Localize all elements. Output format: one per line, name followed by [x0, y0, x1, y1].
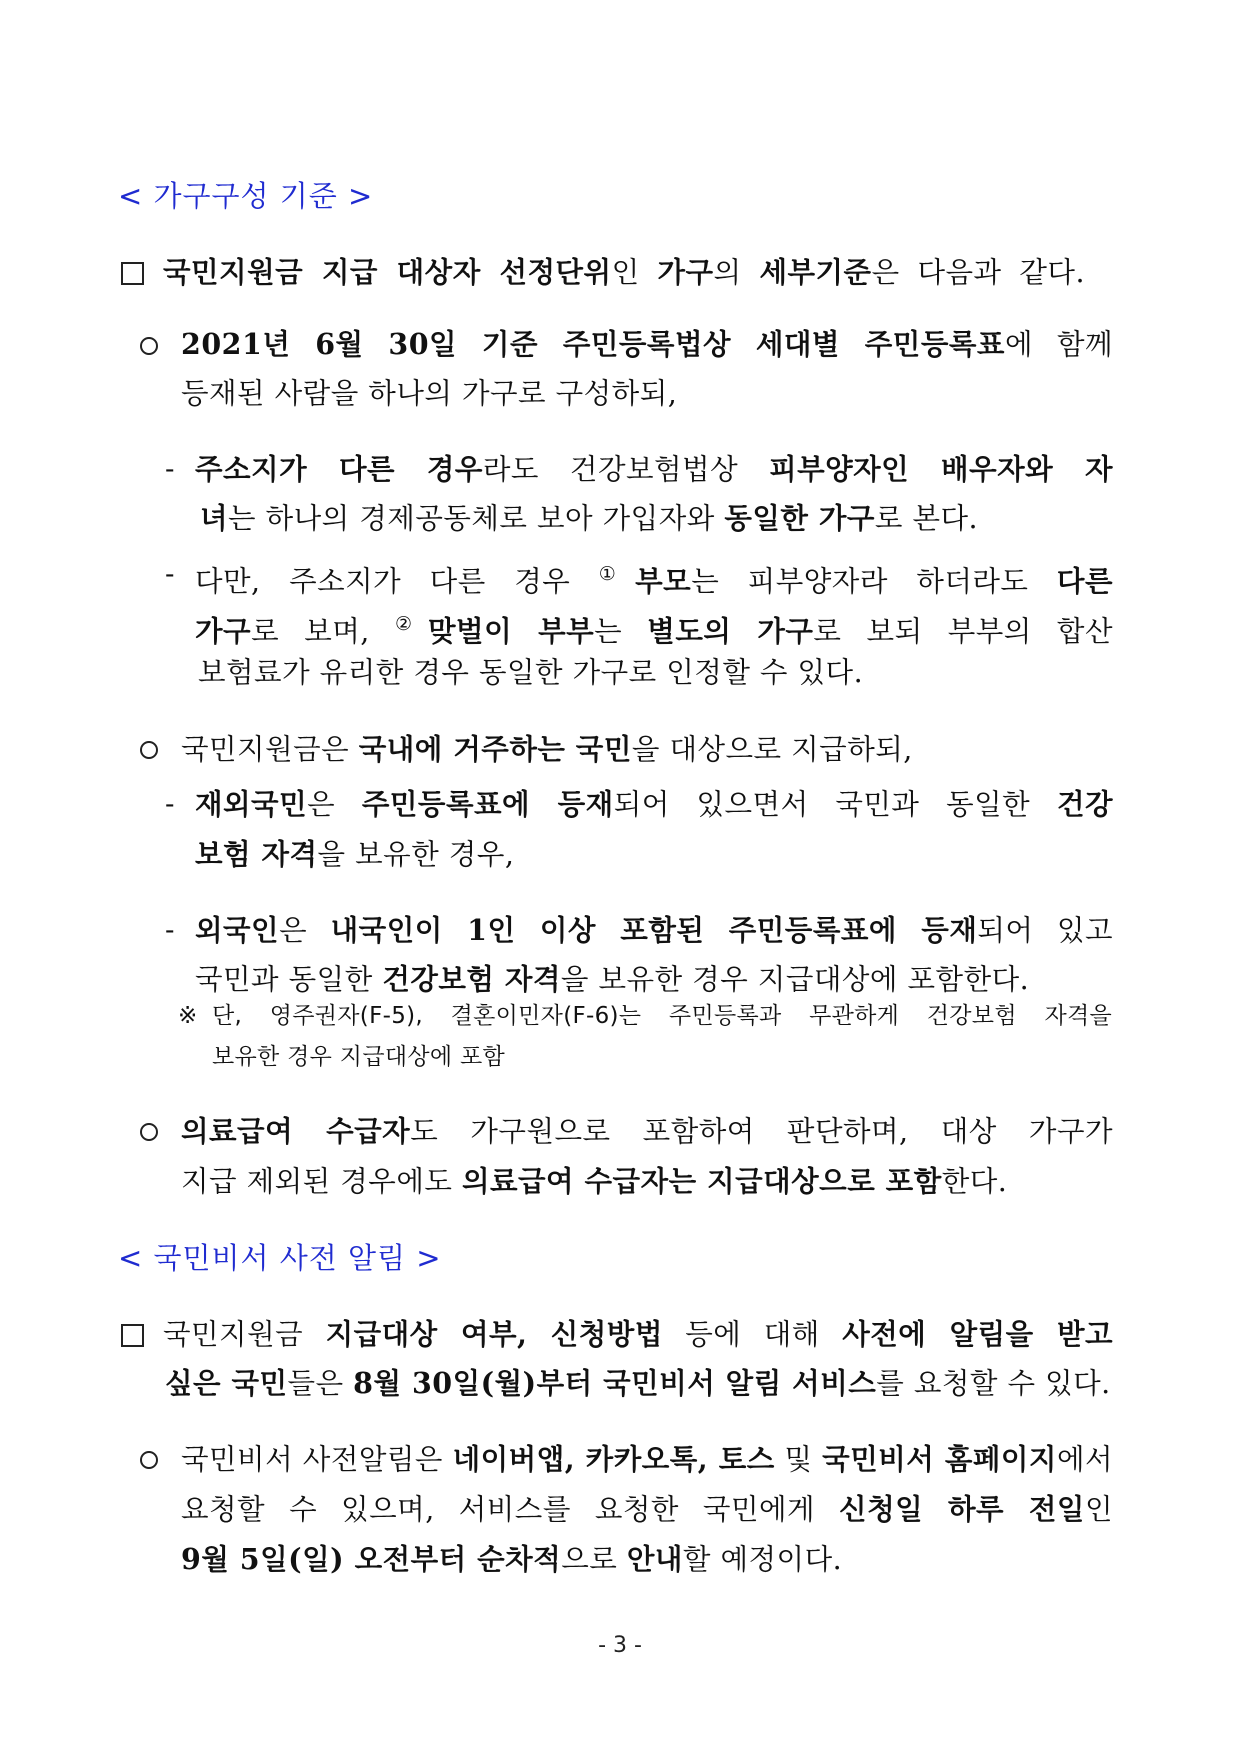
dash-overseas-koreans-line2: 보험 자격을 보유한 경우,: [195, 837, 515, 871]
section-heading-household: < 가구구성 기준 >: [118, 179, 374, 213]
note-permanent-residents-line2: 보유한 경우 지급대상에 포함: [212, 1044, 506, 1070]
bullet-medical-aid-line2: 지급 제외된 경우에도 의료급여 수급자는 지급대상으로 포함한다.: [181, 1164, 1008, 1198]
note-permanent-residents-line1: 단, 영주권자(F-5), 결혼이민자(F-6)는 주민등록과 무관하게 건강보험 자격을: [212, 1003, 1112, 1029]
paragraph-notification-line1: 국민지원금 지급대상 여부, 신청방법 등에 대해 사전에 알림을 받고: [163, 1317, 1114, 1351]
circle-bullet-icon: [140, 1123, 158, 1141]
bullet-notification-channels-line2: 요청할 수 있으며, 서비스를 요청한 국민에게 신청일 하루 전일인: [181, 1492, 1113, 1526]
note-marker: ※: [178, 1003, 198, 1029]
dash-overseas-koreans-line1: 재외국민은 주민등록표에 등재되어 있으면서 국민과 동일한 건강: [195, 787, 1113, 821]
dash-foreigners-line2: 국민과 동일한 건강보험 자격을 보유한 경우 지급대상에 포함한다.: [195, 962, 1030, 996]
page-number: - 3 -: [598, 1633, 642, 1658]
bullet-notification-channels-line1: 국민비서 사전알림은 네이버앱, 카카오톡, 토스 및 국민비서 홈페이지에서: [181, 1442, 1114, 1476]
paragraph-household-criteria: 국민지원금 지급 대상자 선정단위인 가구의 세부기준은 다음과 같다.: [163, 255, 1086, 289]
circle-bullet-icon: [140, 1451, 158, 1469]
bullet-resident-registration-line2: 등재된 사람을 하나의 가구로 구성하되,: [181, 377, 678, 410]
circle-bullet-icon: [140, 337, 158, 355]
dash-spouse-children-line2: 녀는 하나의 경제공동체로 보아 가입자와 동일한 가구로 본다.: [200, 501, 979, 535]
bullet-notification-channels-line3: 9월 5일(일) 오전부터 순차적으로 안내할 예정이다.: [181, 1542, 843, 1576]
circle-bullet-icon: [140, 741, 158, 759]
bullet-resident-registration-line1: 2021년 6월 30일 기준 주민등록법상 세대별 주민등록표에 함께: [181, 327, 1114, 361]
dash-parents-line2: 가구로 보며, ②맞벌이 부부는 별도의 가구로 보되 부부의 합산: [195, 613, 1113, 648]
dash-marker: -: [165, 787, 175, 820]
section-heading-notification: < 국민비서 사전 알림 >: [118, 1241, 442, 1275]
dash-spouse-children-line1: 주소지가 다른 경우라도 건강보험법상 피부양자인 배우자와 자: [195, 452, 1114, 486]
bullet-medical-aid-line1: 의료급여 수급자도 가구원으로 포함하여 판단하며, 대상 가구가: [181, 1114, 1114, 1148]
square-bullet-icon: [121, 1324, 144, 1347]
square-bullet-icon: [121, 262, 144, 285]
bullet-domestic-residents: 국민지원금은 국내에 거주하는 국민을 대상으로 지급하되,: [181, 732, 913, 766]
dash-marker: -: [165, 452, 175, 485]
paragraph-notification-line2: 싶은 국민들은 8월 30일(월)부터 국민비서 알림 서비스를 요청할 수 있다.: [165, 1366, 1111, 1400]
dash-parents-line3: 보험료가 유리한 경우 동일한 가구로 인정할 수 있다.: [198, 656, 864, 689]
dash-parents-line1: 다만, 주소지가 다른 경우 ①부모는 피부양자라 하더라도 다른: [195, 563, 1113, 598]
dash-foreigners-line1: 외국인은 내국인이 1인 이상 포함된 주민등록표에 등재되어 있고: [195, 913, 1114, 947]
dash-marker: -: [165, 913, 175, 946]
dash-marker: -: [165, 557, 175, 590]
